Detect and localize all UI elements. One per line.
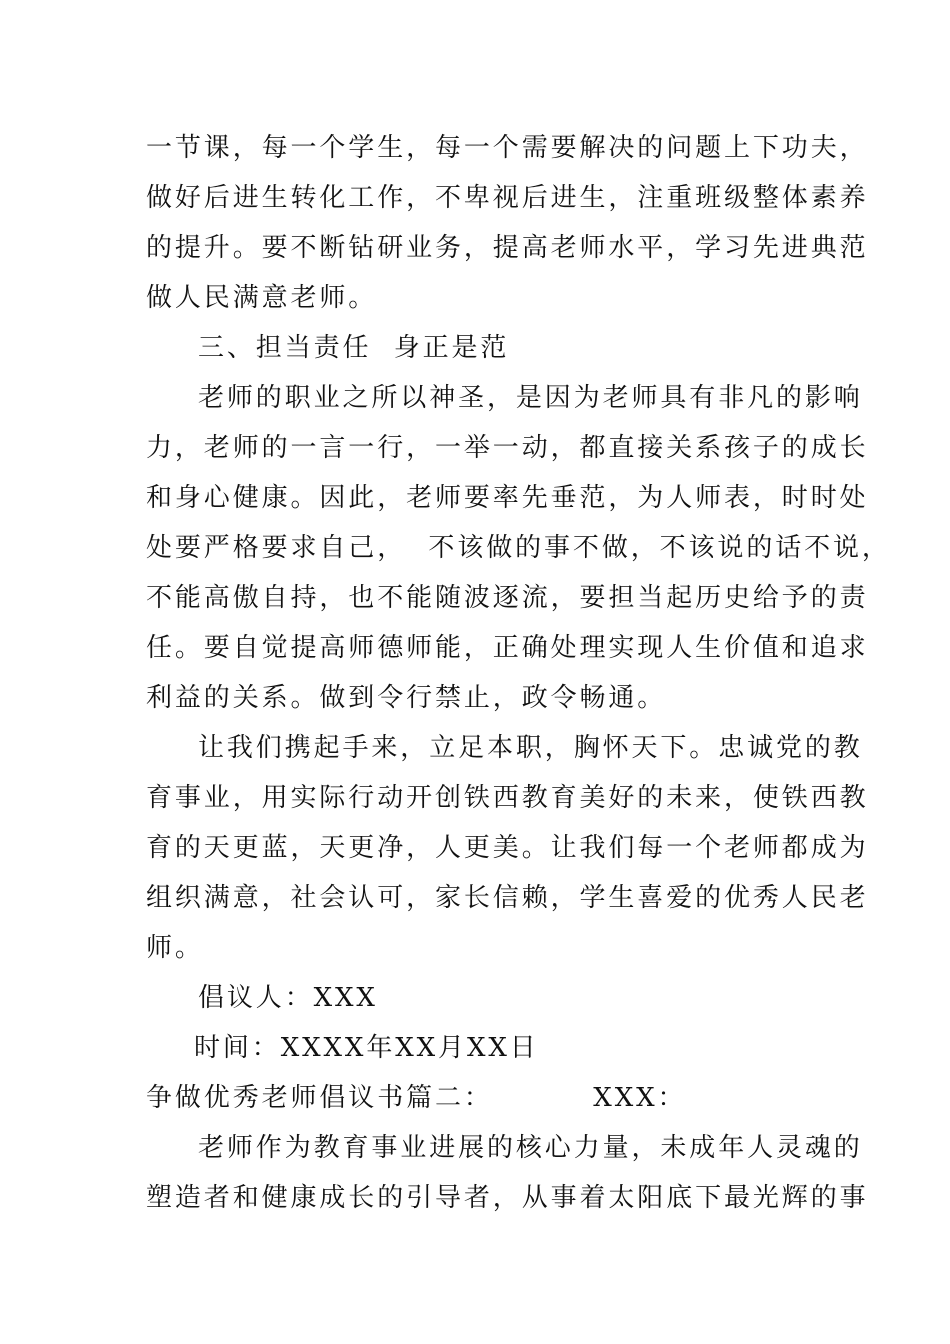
text-line: 组织满意，社会认可，家长信赖，学生喜爱的优秀人民老: [146, 883, 869, 913]
section-heading: 三、担当责任 身正是范: [198, 333, 510, 363]
date-line: 时间：XXXX年XX月XX日: [194, 1033, 539, 1063]
initiator-line: 倡议人：XXX: [198, 983, 378, 1013]
text-line: 不能高傲自持，也不能随波逐流，要担当起历史给予的责: [146, 583, 869, 613]
section-title: 争做优秀老师倡议书篇二： XXX：: [146, 1083, 687, 1113]
text-line: 做人民满意老师。: [146, 283, 378, 313]
text-line: 做好后进生转化工作，不卑视后进生，注重班级整体素养: [146, 183, 869, 213]
text-line: 和身心健康。因此，老师要率先垂范，为人师表，时时处: [146, 483, 869, 513]
text-line: 塑造者和健康成长的引导者，从事着太阳底下最光辉的事: [146, 1183, 869, 1213]
text-line: 育的天更蓝，天更净，人更美。让我们每一个老师都成为: [146, 833, 869, 863]
text-line: 处要严格要求自己， 不该做的事不做，不该说的话不说，: [146, 533, 891, 563]
text-line: 老师的职业之所以神圣，是因为老师具有非凡的影响: [198, 383, 863, 413]
text-line: 老师作为教育事业进展的核心力量，未成年人灵魂的: [198, 1133, 863, 1163]
text-line: 力，老师的一言一行，一举一动，都直接关系孩子的成长: [146, 433, 869, 463]
text-line: 的提升。要不断钻研业务，提高老师水平，学习先进典范: [146, 233, 869, 263]
text-line: 利益的关系。做到令行禁止，政令畅通。: [146, 683, 667, 713]
text-line: 让我们携起手来，立足本职，胸怀天下。忠诚党的教: [198, 733, 863, 763]
text-line: 一节课，每一个学生，每一个需要解决的问题上下功夫，: [146, 133, 869, 163]
text-line: 师。: [146, 933, 204, 963]
text-line: 育事业，用实际行动开创铁西教育美好的未来，使铁西教: [146, 783, 869, 813]
text-line: 任。要自觉提高师德师能，正确处理实现人生价值和追求: [146, 633, 869, 663]
